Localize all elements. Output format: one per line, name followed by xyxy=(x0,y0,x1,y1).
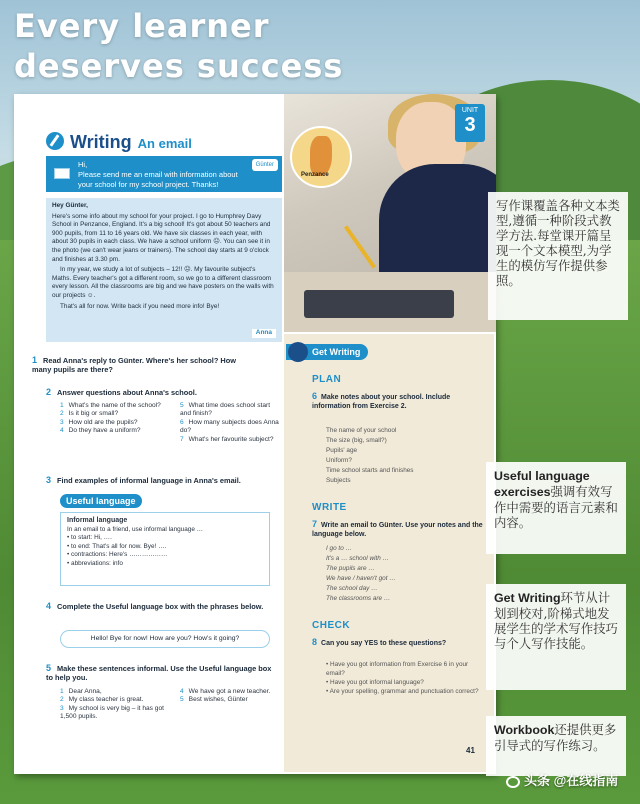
useful-heading: Informal language xyxy=(67,517,128,524)
useful-intro: In an email to a friend, use informal language … xyxy=(67,525,204,533)
plan-list xyxy=(326,426,486,486)
exercise-text: Make notes about your school. Include information from Exercise 2. xyxy=(312,394,451,410)
email-paragraph: In my year, we study a lot of subjects – 12!! ☹. My favourite subject's Maths. Every teacher's got a different room, so we go to a different classroom every lesson. All the classrooms are big and we have posters on the walls with our projects ☺. xyxy=(52,266,274,299)
exercise-text: Answer questions about Anna's school. xyxy=(57,388,197,397)
list-item: The name of your school xyxy=(326,427,397,434)
phrase-box: Hello! Bye for now! How are you? How's it going? xyxy=(60,630,270,648)
chat-icon xyxy=(506,776,520,788)
exercise-2 xyxy=(46,388,264,397)
list-item: 7 What's her favourite subject? xyxy=(180,435,274,443)
write-heading: WRITE xyxy=(312,502,347,513)
exercise-number: 7 xyxy=(312,519,318,529)
list-item: It's a … school with … xyxy=(326,555,390,562)
list-item: • to end: That's all for now. Bye! …. xyxy=(67,542,167,550)
get-writing-badge xyxy=(286,344,368,360)
list-item: The classrooms are … xyxy=(326,595,391,602)
writing-heading xyxy=(46,130,192,153)
callout-bold: Useful language exercises xyxy=(494,469,590,499)
exercise-number: 3 xyxy=(46,475,52,485)
exercise-1 xyxy=(32,356,250,375)
list-item: Pupils' age xyxy=(326,447,358,454)
email-reply xyxy=(46,198,282,342)
list-item: • Have you got informal language? xyxy=(326,679,424,686)
email-request xyxy=(46,156,282,192)
list-item: 2 My class teacher is great. xyxy=(60,696,144,704)
list-item: We have / haven't got … xyxy=(326,575,396,582)
exercise-5-right-list xyxy=(180,688,280,705)
callout-useful-language xyxy=(486,462,626,554)
plan-heading: PLAN xyxy=(312,374,342,385)
email-paragraph: That's all for now. Write back if you need more info! Bye! xyxy=(60,302,220,310)
writing-subtitle: An email xyxy=(137,136,192,151)
pencil-icon xyxy=(344,225,376,268)
list-item: Uniform? xyxy=(326,457,352,464)
list-item: 4 We have got a new teacher. xyxy=(180,688,271,695)
exercise-2-left-list xyxy=(60,402,170,436)
exercise-text: Read Anna's reply to Günter. Where's her school? How many pupils are there? xyxy=(32,356,236,375)
exercise-number: 4 xyxy=(46,601,52,611)
email-salutation: Hey Günter, xyxy=(52,202,88,209)
exercise-text: Make these sentences informal. Use the Useful language box to help you. xyxy=(46,664,272,683)
email-sender-tag: Günter xyxy=(252,159,278,171)
list-item: • abbreviations: info xyxy=(67,559,123,567)
list-item: • to start: Hi, …. xyxy=(67,534,112,542)
callout-bold: Workbook xyxy=(494,723,555,737)
exercise-text: Find examples of informal language in Anna's email. xyxy=(57,476,241,485)
exercise-number: 1 xyxy=(32,355,38,365)
pen-icon xyxy=(288,342,308,362)
email-signature: Anna xyxy=(252,329,276,338)
exercise-5 xyxy=(46,664,276,683)
useful-language-label: Useful language xyxy=(60,494,142,508)
callout-get-writing xyxy=(486,584,626,690)
list-item: The pupils are … xyxy=(326,565,375,572)
list-item: 5 What time does school start and finish? xyxy=(180,402,271,418)
exercise-text: Can you say YES to these questions? xyxy=(321,640,447,647)
write-list xyxy=(326,544,486,604)
laptop-icon xyxy=(304,290,454,318)
list-item: The size (big, small?) xyxy=(326,437,387,444)
callout-workbook xyxy=(486,716,626,776)
list-item: I go to … xyxy=(326,545,352,552)
list-item: 6 How many subjects does Anna do? xyxy=(180,418,279,435)
exercise-3 xyxy=(46,476,276,485)
list-item: 3 My school is very big – it has got 1,500 pupils. xyxy=(60,704,164,721)
writing-title: Writing xyxy=(70,132,132,152)
callout-bold: Get Writing xyxy=(494,591,561,605)
exercise-4 xyxy=(46,602,272,611)
callout-text: 环节从计划到校对,阶梯式地发展学生的学术写作技巧与个人写作技能。 xyxy=(494,590,618,651)
headline-line1: Every learner xyxy=(14,7,270,45)
envelope-icon xyxy=(54,168,70,179)
list-item: • Have you got information from Exercise 6 in your email? xyxy=(326,661,469,677)
email-greeting: Hi, xyxy=(78,160,88,169)
map-label: Penzance xyxy=(301,172,329,178)
exercise-5-left-list xyxy=(60,688,170,722)
list-item: 4 Do they have a uniform? xyxy=(60,427,141,435)
exercise-7 xyxy=(312,520,484,539)
page-number: 41 xyxy=(466,746,475,755)
unit-number: 3 xyxy=(464,114,476,136)
uk-shape xyxy=(310,136,332,176)
callout-writing-overview: 写作课覆盖各种文本类型,遵循一种阶段式教学方法.每堂课开篇呈现一个文本模型,为学生的模仿写作提供参照。 xyxy=(488,192,628,320)
callout-text: 还提供更多引导式的写作练习。 xyxy=(494,722,617,753)
watermark xyxy=(506,770,618,789)
list-item: Time school starts and finishes xyxy=(326,467,414,474)
check-list xyxy=(326,660,486,696)
pen-icon xyxy=(46,132,64,150)
useful-language-box xyxy=(60,512,270,586)
list-item: 1 Dear Anna, xyxy=(60,688,102,695)
exercise-number: 6 xyxy=(312,391,318,401)
list-item: 5 Best wishes, Günter xyxy=(180,696,248,704)
list-item: 1 What's the name of the school? xyxy=(60,402,161,409)
email-request-text: Please send me an email with information about your school for my school project. Thanks! xyxy=(78,170,238,189)
list-item: 2 Is it big or small? xyxy=(60,410,119,418)
uk-map-icon xyxy=(290,126,352,188)
headline xyxy=(14,6,343,86)
exercise-6 xyxy=(312,392,484,411)
exercise-number: 5 xyxy=(46,663,52,673)
check-heading: CHECK xyxy=(312,620,351,631)
unit-label: UNIT xyxy=(461,107,479,114)
exercise-text: Complete the Useful language box with the phrases below. xyxy=(57,602,264,611)
headline-line2: deserves success xyxy=(14,47,344,85)
exercise-text: Write an email to Günter. Use your notes and the language below. xyxy=(312,522,483,538)
list-item: • Are your spelling, grammar and punctuation correct? xyxy=(326,688,479,695)
get-writing-label: Get Writing xyxy=(312,347,361,357)
unit-badge xyxy=(455,104,485,142)
list-item: 3 How old are the pupils? xyxy=(60,418,138,426)
list-item: • contractions: Here's ……………… xyxy=(67,551,168,559)
exercise-2-right-list xyxy=(180,402,280,444)
exercise-8 xyxy=(312,638,484,648)
callout-text: 强调有效写作中需要的语言元素和内容。 xyxy=(494,484,618,530)
exercise-number: 2 xyxy=(46,387,52,397)
list-item: Subjects xyxy=(326,477,351,484)
watermark-text: 头条 @在线指南 xyxy=(524,773,619,788)
email-paragraph: Here's some info about my school for your project. I go to Humphrey Davy School in Penzance, England. It's a big school! It's got about 50 teachers and 900 pupils, from 11 to 16 years old. We have six classes in each year, with about 30 pupils in each class. We have a school uniform ☹. You can see it in the photo (we can't wear jeans or trainers). The school day starts at 9 o'clock and finishes at 3.30 pm. xyxy=(52,212,271,263)
exercise-number: 8 xyxy=(312,637,318,647)
list-item: The school day … xyxy=(326,585,378,592)
